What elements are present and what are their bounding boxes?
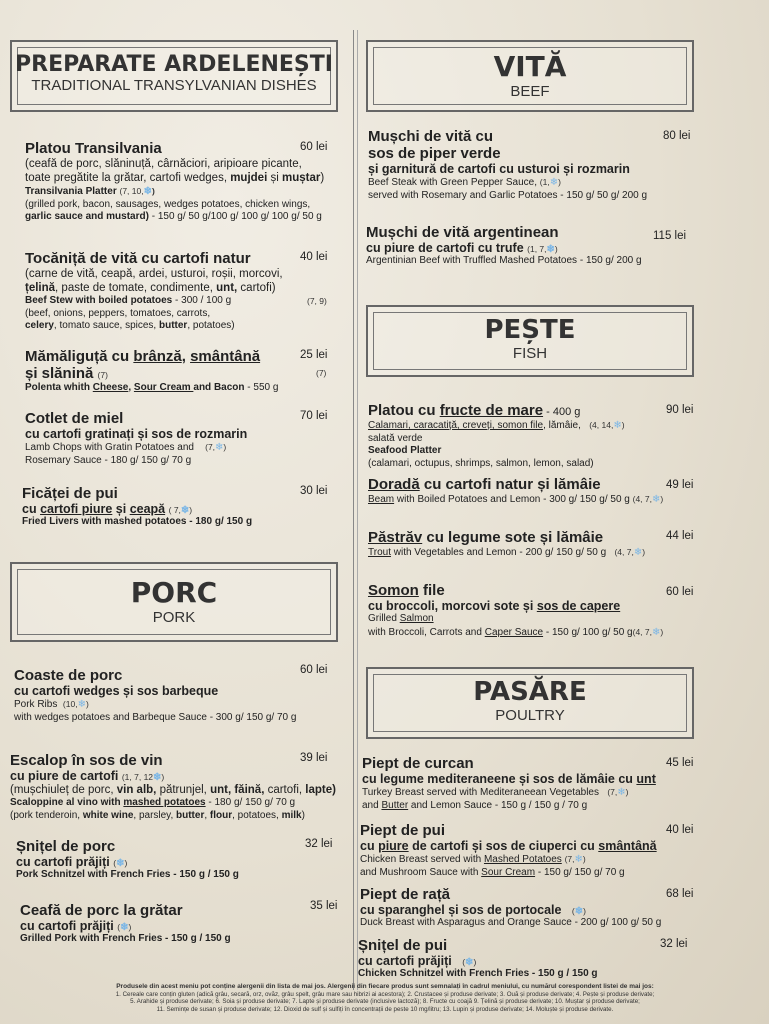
menu-item-cotlet: [25, 410, 247, 467]
snowflake-icon: ❄: [143, 186, 152, 197]
item-english-description: (grilled pork, bacon, sausages, wedges potatoes, chicken wings,: [25, 198, 311, 210]
item-price: 60 lei: [666, 586, 694, 598]
item-english-description: Grilled Pork with French Fries - 150 g / 150 g: [20, 933, 231, 944]
item-english-description: (pork tenderoin, white wine, parsley, butter, flour, potatoes, milk): [10, 809, 305, 821]
item-price: 30 lei: [300, 485, 328, 497]
section-title: PEȘTE: [484, 315, 576, 345]
item-price: 40 lei: [666, 824, 694, 836]
section-subtitle: POULTRY: [495, 707, 565, 724]
section-header-poultry: [366, 667, 694, 739]
item-english-description: with wedges potatoes and Barbeque Sauce - 300 g/ 150 g/ 70 g: [14, 711, 297, 723]
snowflake-icon: ❄: [574, 854, 583, 865]
menu-item-somon: [368, 582, 663, 639]
item-name: Tocăniță de vită cu cartofi natur: [25, 250, 251, 267]
allergens: (: [571, 906, 575, 916]
item-subtitle: cu piure de cartofi cu trufe (1, 7,❄): [366, 241, 558, 255]
item-name: Mămăliguță cu brânză, smântână: [25, 348, 261, 365]
snowflake-icon: ❄: [465, 957, 474, 968]
item-name: Șnițel de pui: [358, 937, 448, 954]
item-subtitle: cu cartofi prăjiți (❄): [358, 954, 477, 968]
column-divider: [353, 30, 354, 990]
section-subtitle: TRADITIONAL TRANSYLVANIAN DISHES: [31, 77, 317, 94]
item-name: Piept de pui: [360, 822, 446, 839]
menu-item-mamaliguta: [25, 348, 278, 395]
menu-item-piept-rata: [360, 886, 661, 930]
menu-item-coaste: [14, 667, 296, 724]
allergens: (4, 7,: [632, 494, 652, 504]
item-name: Mușchi de vită argentinean: [366, 224, 559, 241]
section-header-pork: [10, 562, 338, 642]
item-english-description: Turkey Breast served with Mediteraneean Vegetables (7,❄): [362, 787, 629, 798]
column-divider: [357, 30, 358, 990]
item-name: Piept de rață: [360, 886, 451, 903]
snowflake-icon: ❄: [215, 442, 224, 453]
section-title: PORC: [130, 576, 218, 609]
allergens: (7, 9): [307, 296, 327, 306]
menu-item-ficatei: [22, 485, 252, 529]
item-name: Piept de curcan: [362, 755, 474, 772]
item-name: Platou cu fructe de mare - 400 g: [368, 402, 581, 419]
item-name: Escalop în sos de vin: [10, 752, 163, 769]
item-subtitle: cu cartofi piure și ceapă ( 7,❄): [22, 502, 193, 516]
allergens: (10,: [62, 699, 78, 709]
menu-item-piept-pui: [360, 822, 657, 879]
allergens: (: [117, 922, 121, 932]
item-name: Păstrăv cu legume sote și lămâie: [368, 529, 604, 546]
item-name: sos de piper verde: [368, 145, 501, 162]
menu-item-tocanita: [25, 250, 283, 333]
item-english-name: Seafood Platter: [368, 445, 442, 456]
item-price: 68 lei: [666, 888, 694, 900]
item-price: 60 lei: [300, 141, 328, 153]
menu-item-ceafa: [20, 902, 231, 946]
snowflake-icon: ❄: [120, 922, 129, 933]
allergens: (7): [97, 370, 108, 380]
item-subtitle: și garnitură de cartofi cu usturoi și rozmarin: [368, 162, 630, 176]
footer-line: 1. Cereale care conțin gluten (adică grâu, secară, orz, ovăz, grâu spelt, grâu mare sau hibrizi ai acestora); 2. Crustacee și produse derivate; 3. Ouă și produse derivate; 4. Pește și produse derivate;: [115, 990, 655, 998]
allergens: (4, 14,: [589, 420, 614, 430]
item-price: 40 lei: [300, 251, 328, 263]
item-price: 25 lei: [300, 349, 328, 361]
item-english-description: Beef Steak with Green Pepper Sauce, (1,❄): [368, 177, 561, 188]
item-english-name: Beef Stew with boiled potatoes - 300 / 100 g: [25, 295, 232, 306]
item-price: 90 lei: [666, 404, 694, 416]
snowflake-icon: ❄: [77, 699, 86, 710]
item-name: și slănină (7): [25, 365, 108, 382]
allergens: (7,: [205, 442, 216, 452]
snowflake-icon: ❄: [180, 505, 190, 516]
item-english-description: Argentinian Beef with Truffled Mashed Potatoes - 150 g/ 200 g: [366, 255, 642, 266]
section-title: VITĂ: [493, 50, 567, 83]
item-english-description: Rosemary Sauce - 180 g/ 150 g/ 70 g: [25, 454, 192, 466]
item-english-description: Beam with Boiled Potatoes and Lemon - 300 g/ 150 g/ 50 g (4, 7,❄): [368, 494, 664, 505]
allergens: (1,: [539, 177, 550, 187]
item-price: 60 lei: [300, 664, 328, 676]
item-price: 32 lei: [305, 838, 333, 850]
menu-item-muschi-piper: [368, 128, 647, 202]
snowflake-icon: ❄: [574, 906, 584, 917]
item-name: Ficăței de pui: [22, 485, 118, 502]
menu-item-muschi-argentinean: [366, 224, 642, 268]
item-price: 115 lei: [653, 230, 687, 242]
item-subtitle: cu cartofi prăjiți (❄): [20, 919, 132, 933]
item-subtitle: cu piure de cartofi (1, 7, 12❄): [10, 769, 165, 783]
item-english-description: with Broccoli, Carrots and Caper Sauce - 150 g/ 100 g/ 50 g(4, 7,❄): [368, 626, 664, 638]
menu-item-snitel-pui: [358, 937, 598, 981]
item-name: Coaste de porc: [14, 667, 123, 684]
item-name: Mușchi de vită cu: [368, 128, 494, 145]
item-subtitle: cu cartofi prăjiți (❄): [16, 855, 128, 869]
snowflake-icon: ❄: [633, 547, 643, 558]
item-english-description: Lamb Chops with Gratin Potatoes and (7,❄): [25, 442, 227, 453]
menu-item-pastrav: [368, 529, 645, 560]
item-english-description: (calamari, octupus, shrimps, salmon, lemon, salad): [368, 457, 594, 469]
allergens: (: [462, 957, 466, 967]
item-english-description: Pork Ribs (10,❄): [14, 699, 89, 710]
section-subtitle: PORK: [152, 609, 196, 626]
item-english-description: Scaloppine al vino with mashed potatoes - 180 g/ 150 g/ 70 g: [10, 797, 296, 808]
item-english-description: Chicken Breast served with Mashed Potatoes (7,❄): [360, 854, 586, 865]
menu-item-snitel-porc: [16, 838, 239, 882]
item-english-description: (beef, onions, peppers, tomatoes, carrots,: [25, 307, 211, 319]
item-description: Calamari, caracatiță, creveți, somon file, lămâie, (4, 14,❄): [368, 420, 625, 431]
menu-item-dorada: [368, 476, 663, 507]
allergens: (1, 7, 12: [121, 772, 154, 782]
item-description: (carne de vită, ceapă, ardei, usturoi, roșii, morcovi,: [25, 268, 283, 280]
allergens: (7,: [607, 787, 618, 797]
item-english-description: and Mushroom Sauce with Sour Cream - 150 g/ 150 g/ 70 g: [360, 866, 625, 878]
snowflake-icon: ❄: [549, 177, 559, 188]
section-subtitle: FISH: [512, 345, 548, 362]
menu-item-escalop: [10, 752, 336, 822]
item-subtitle: cu cartofi wedges și sos barbeque: [14, 684, 219, 698]
item-subtitle: cu piure de cartofi și sos de ciuperci cu smântână: [360, 839, 657, 853]
section-title: PASĂRE: [473, 677, 587, 707]
footer-heading: Produsele din acest meniu pot conține alergenii din lista de mai jos. Alergenii din fiecare produs sunt semnalați în cadrul meniului, cu numărul corespondent listei de mai jos:: [116, 983, 654, 990]
item-description: țelină, paste de tomate, condimente, unt, cartofi): [25, 282, 276, 294]
item-name: Platou Transilvania: [25, 140, 162, 157]
snowflake-icon: ❄: [617, 787, 626, 798]
item-name: Somon file: [368, 582, 445, 599]
item-english-description: Pork Schnitzel with French Fries - 150 g / 150 g: [16, 869, 239, 880]
item-english-description: served with Rosemary and Garlic Potatoes - 150 g/ 50 g/ 200 g: [368, 189, 648, 201]
allergens: (1, 7,: [527, 244, 547, 254]
item-price: 44 lei: [666, 530, 694, 542]
menu-item-platou-transilvania: [25, 140, 324, 224]
menu-item-platou-fructe-mare: [368, 402, 625, 470]
footer-line: 5. Arahide și produse derivate; 6. Soia și produse derivate; 7. Lapte și produse derivate (inclusive lactoză); 8. Fructe cu coajă 9. Țelină și produse derivate; 10. Muștar și produse derivate;: [130, 998, 640, 1005]
item-english-description: and Butter and Lemon Sauce - 150 g / 150 g / 70 g: [362, 799, 588, 811]
allergens: (: [113, 858, 117, 868]
item-description: toate pregătite la grătar, cartofi wedges, mujdei și muștar): [25, 172, 325, 184]
item-name: Doradă cu cartofi natur și lămâie: [368, 476, 601, 493]
section-header-fish: [366, 305, 694, 377]
snowflake-icon: ❄: [546, 244, 555, 255]
allergens: (7, 10,: [119, 186, 144, 196]
snowflake-icon: ❄: [116, 858, 125, 869]
item-name: Șnițel de porc: [16, 838, 116, 855]
footer-line: 11. Semințe de susan și produse derivate; 12. Dioxid de sulf și sulfiți în concentrații de peste 10 mg/litru; 13. Lupin și produse derivate; 14. Moluște și produse derivate.: [156, 1005, 614, 1013]
item-description: (ceafă de porc, slăninuță, cârnăciori, aripioare picante,: [25, 158, 302, 170]
item-price: 35 lei: [310, 900, 338, 912]
item-english-description: celery, tomato sauce, spices, butter, potatoes): [25, 320, 235, 331]
item-name: Ceafă de porc la grătar: [20, 902, 183, 919]
item-subtitle: cu legume mediteraneene și sos de lămâie cu unt: [362, 772, 656, 786]
item-english-description: Grilled Salmon: [368, 613, 434, 624]
item-english-description: Polenta whith Cheese, Sour Cream and Bacon - 550 g: [25, 382, 279, 393]
item-price: 32 lei: [660, 938, 688, 950]
snowflake-icon: ❄: [651, 626, 661, 638]
item-english-description: Fried Livers with mashed potatoes - 180 g/ 150 g: [22, 516, 253, 527]
section-subtitle: BEEF: [510, 83, 550, 100]
item-price: 45 lei: [666, 757, 694, 769]
item-price: 80 lei: [663, 130, 691, 142]
allergens: (7,: [564, 854, 575, 864]
item-subtitle: cu cartofi gratinați și sos de rozmarin: [25, 427, 248, 441]
allergen-footer: [60, 983, 710, 1013]
allergens: (4, 7,: [614, 547, 634, 557]
snowflake-icon: ❄: [153, 772, 162, 783]
item-english-name: Transilvania Platter (7, 10,❄): [25, 186, 155, 197]
section-header-transylvanian: [10, 40, 338, 112]
item-description: salată verde: [368, 432, 423, 444]
allergens: ( 7,: [168, 505, 181, 515]
item-name: Cotlet de miel: [25, 410, 124, 427]
item-subtitle: cu sparanghel și sos de portocale (❄): [360, 903, 586, 917]
item-price: 70 lei: [300, 410, 328, 422]
item-english-description: garlic sauce and mustard) - 150 g/ 50 g/100 g/ 100 g/ 100 g/ 50 g: [25, 211, 322, 222]
snowflake-icon: ❄: [652, 494, 661, 505]
item-description: (mușchiuleț de porc, vin alb, pătrunjel, unt, făină, cartofi, lapte): [10, 784, 336, 796]
allergens: (7): [316, 368, 327, 378]
section-title: PREPARATE ARDELENEȘTI: [15, 52, 333, 77]
item-english-description: Trout with Vegetables and Lemon - 200 g/ 150 g/ 50 g (4, 7,❄): [368, 547, 646, 558]
item-price: 39 lei: [300, 752, 328, 764]
item-english-description: Duck Breast with Asparagus and Orange Sauce - 200 g/ 100 g/ 50 g: [360, 917, 662, 928]
menu-item-piept-curcan: [362, 755, 656, 812]
snowflake-icon: ❄: [613, 420, 622, 431]
section-header-beef: [366, 40, 694, 112]
item-subtitle: cu broccoli, morcovi sote și sos de capere: [368, 599, 621, 613]
item-price: 49 lei: [666, 479, 694, 491]
item-english-description: Chicken Schnitzel with French Fries - 150 g / 150 g: [358, 968, 598, 979]
allergens: (4, 7,: [632, 626, 652, 637]
